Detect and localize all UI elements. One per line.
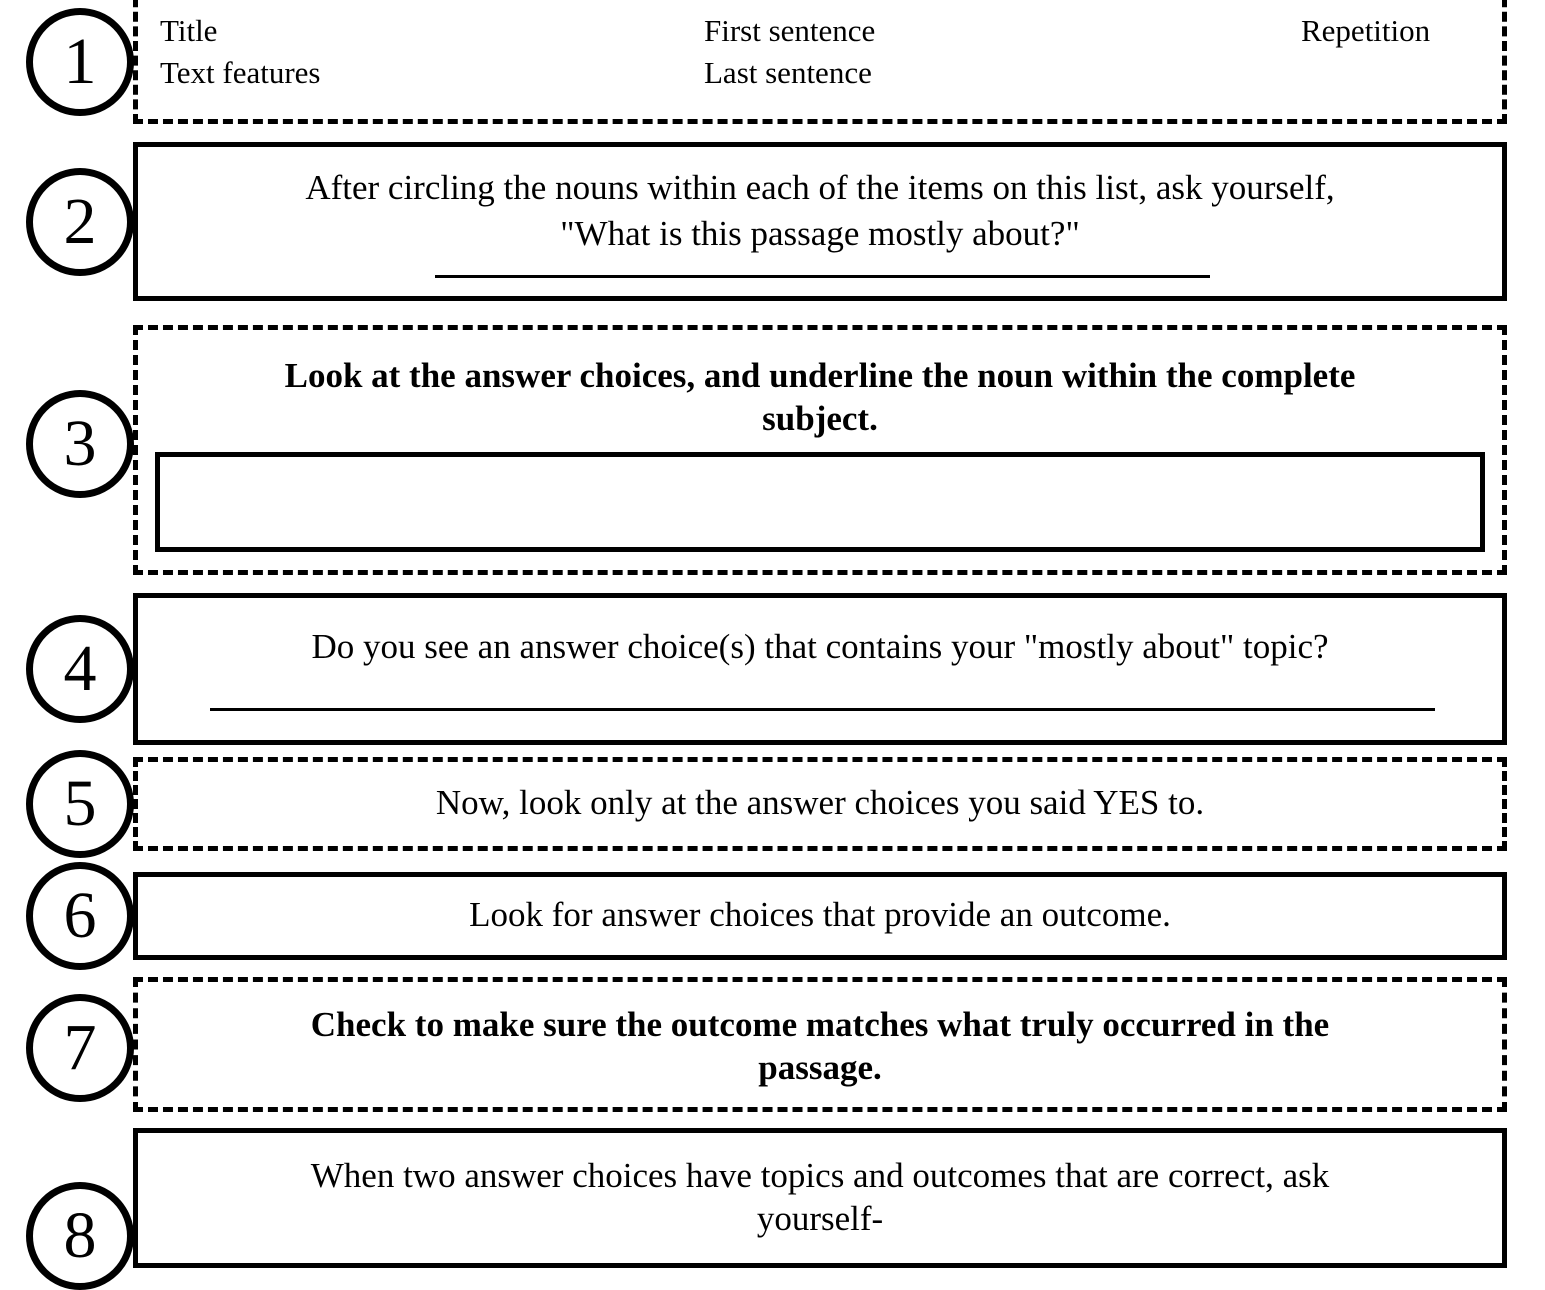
- step-3-write-in-box[interactable]: [155, 452, 1485, 552]
- step-6-text-line-1: Look for answer choices that provide an outcome.: [469, 895, 1171, 934]
- step-1-heading: [158, 0, 1468, 1]
- step-2-text-line-2: "What is this passage mostly about?": [560, 214, 1080, 253]
- step-2-text-line-1: After circling the nouns within each of the items on this list, ask yourself,: [305, 168, 1335, 207]
- step-4-content: [138, 598, 1502, 740]
- step-number-circle-4: 4: [26, 615, 134, 723]
- step-4-text-line-1: Do you see an answer choice(s) that contains your "mostly about" topic?: [311, 627, 1329, 666]
- step-1-content: [138, 0, 1502, 119]
- step-5-text-line-1: Now, look only at the answer choices you said YES to.: [435, 783, 1205, 822]
- step-8-text-line-2: yourself-: [756, 1199, 884, 1238]
- step-box-3: [133, 325, 1507, 575]
- step-number-circle-6: 6: [26, 862, 134, 970]
- step-number-circle-5: 5: [26, 750, 134, 858]
- step-4-answer-line[interactable]: [210, 708, 1435, 711]
- step-number-circle-1: 1: [26, 8, 134, 116]
- step-box-6: [133, 872, 1507, 960]
- step-box-5: [133, 757, 1507, 851]
- step-number-circle-7: 7: [26, 994, 134, 1102]
- step-1-col1-item1: Title: [160, 13, 218, 48]
- step-7-text-line-1: Check to make sure the outcome matches what truly occurred in the: [310, 1005, 1330, 1044]
- step-3-text-line-2: subject.: [762, 399, 878, 438]
- step-2-content: [138, 147, 1502, 296]
- step-1-col1-item2: Text features: [160, 55, 321, 90]
- step-3-text-line-1: Look at the answer choices, and underline the noun within the complete: [284, 356, 1356, 395]
- step-number-circle-8: 8: [26, 1182, 134, 1290]
- step-7-text-line-2: passage.: [758, 1048, 882, 1087]
- step-1-col3-item1: Repetition: [1301, 13, 1431, 48]
- step-1-col2-item2: Last sentence: [704, 55, 872, 90]
- step-3-content: [138, 330, 1502, 570]
- step-box-8: [133, 1128, 1507, 1268]
- step-box-1: [133, 0, 1507, 124]
- step-5-content: [138, 762, 1502, 846]
- step-box-2: [133, 142, 1507, 301]
- step-number-circle-3: 3: [26, 390, 134, 498]
- step-number-circle-2: 2: [26, 168, 134, 276]
- step-box-4: [133, 593, 1507, 745]
- step-8-content: [138, 1133, 1502, 1263]
- step-6-content: [138, 877, 1502, 955]
- step-2-answer-line[interactable]: [435, 275, 1210, 278]
- step-box-7: [133, 977, 1507, 1112]
- step-7-content: [138, 982, 1502, 1107]
- step-8-text-line-1: When two answer choices have topics and outcomes that are correct, ask: [310, 1156, 1330, 1195]
- step-1-col2-item1: First sentence: [704, 13, 876, 48]
